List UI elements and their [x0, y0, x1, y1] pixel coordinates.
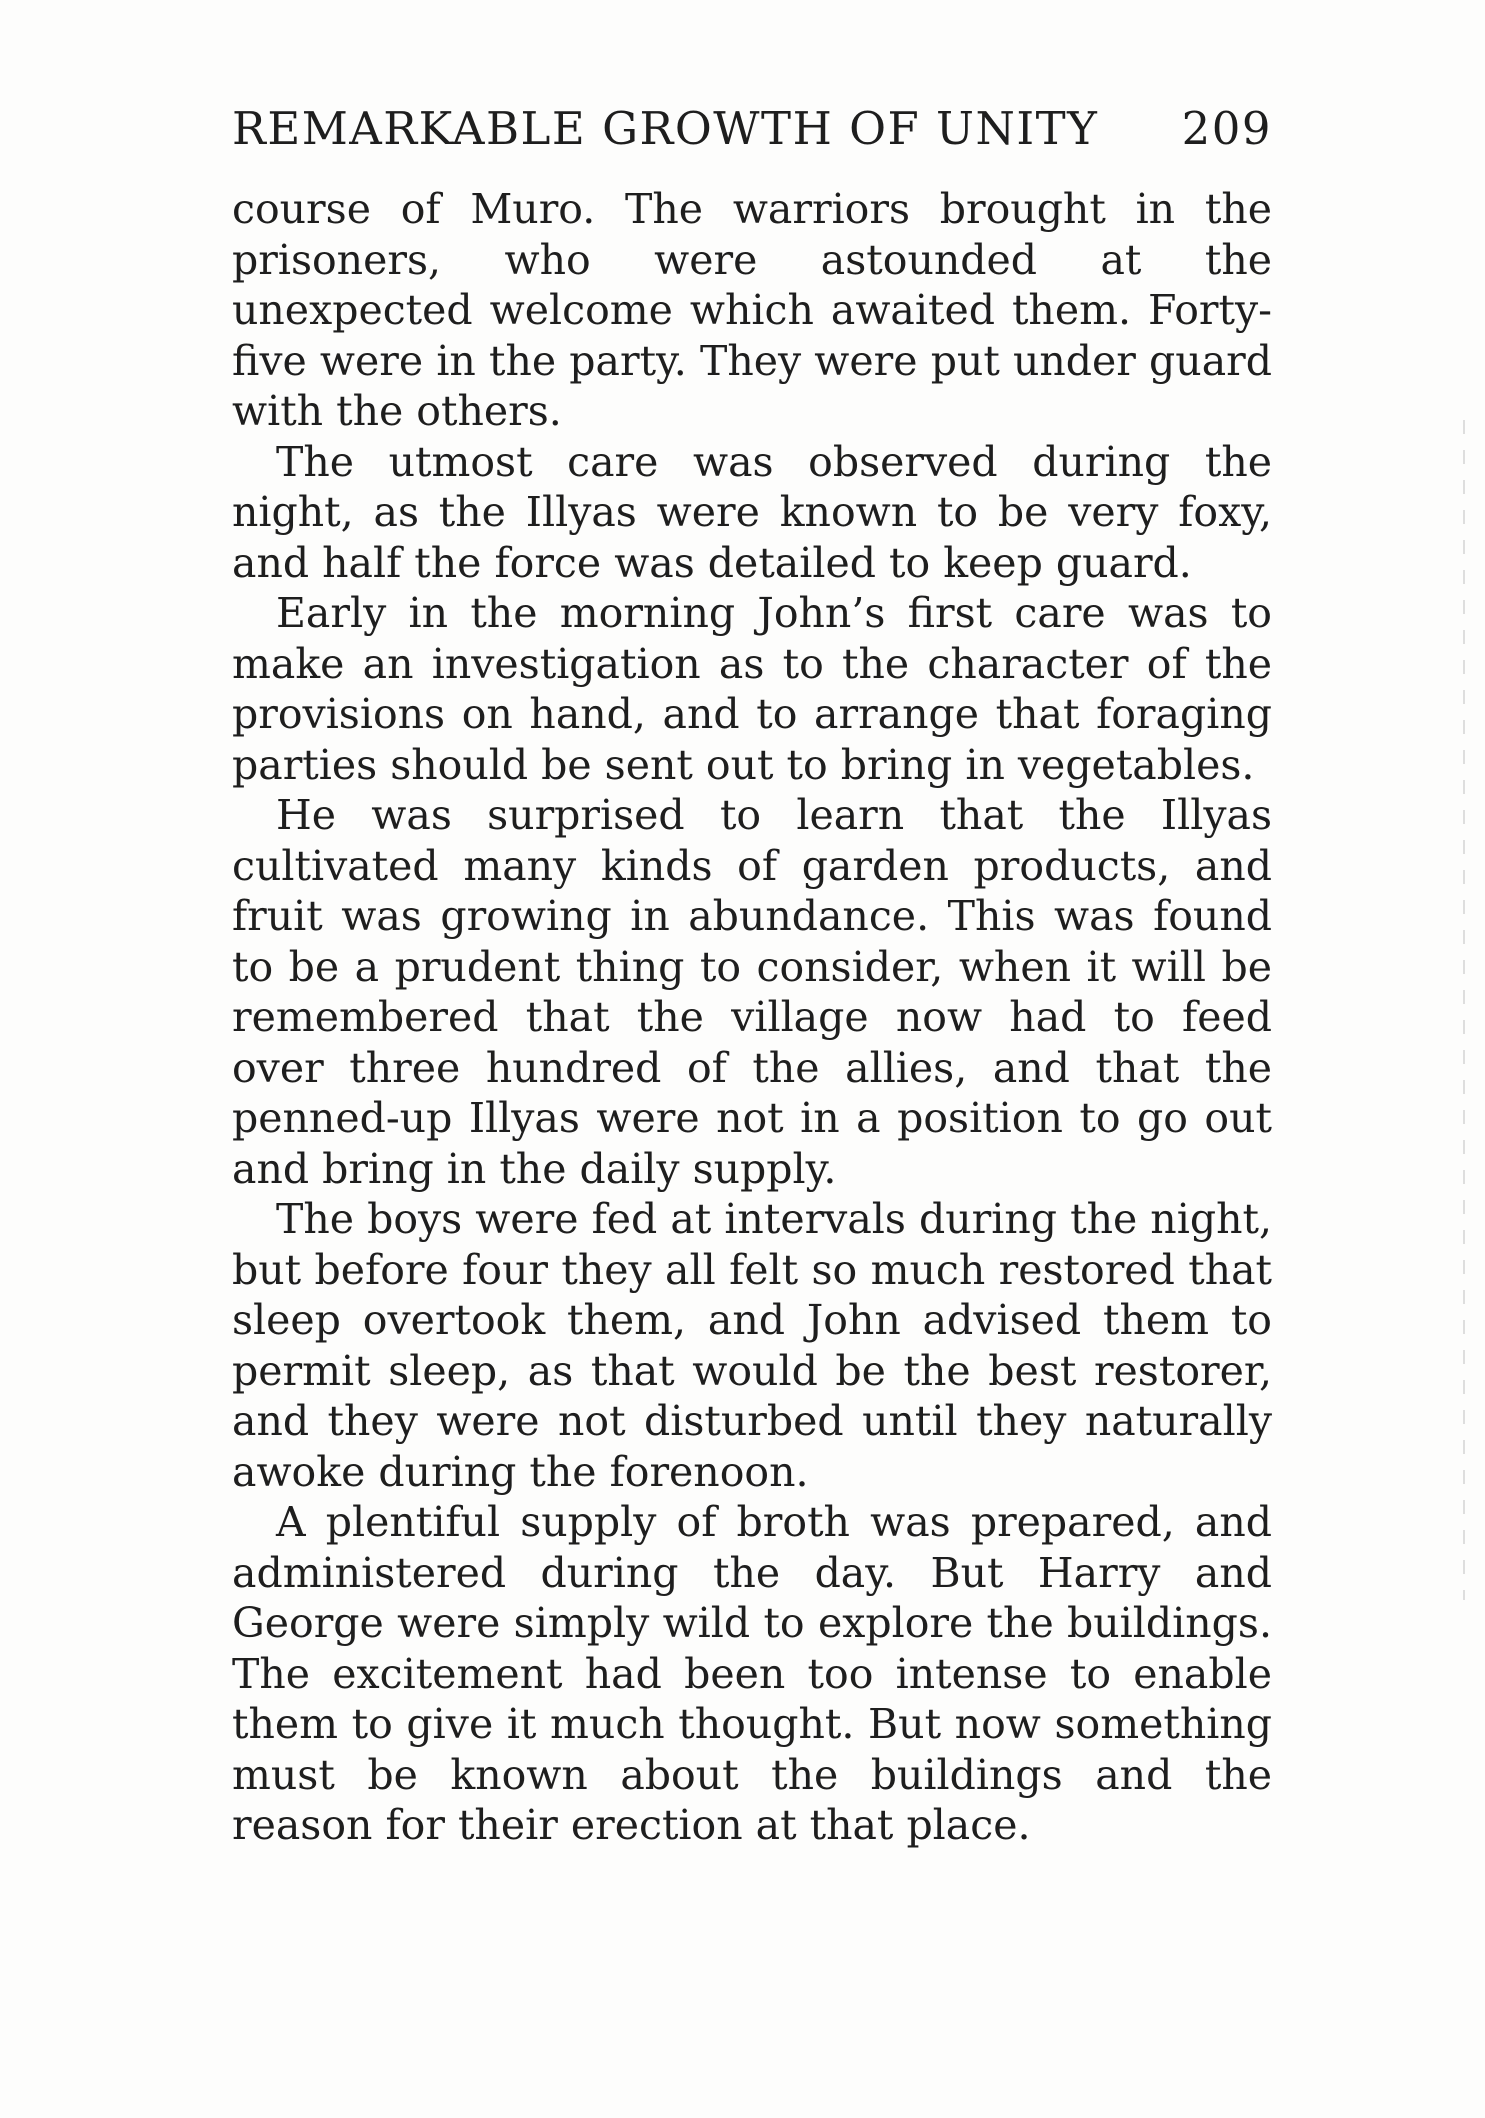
body-text — [232, 184, 1272, 1851]
paragraph: The utmost care was observed during the night, as the Illyas were known to be very foxy, and half the force was detailed to keep guard. — [232, 437, 1272, 587]
paragraph: Early in the morning John’s first care was to make an investigation as to the character of the provisions on hand, and to arrange that foraging parties should be sent out to bring in vegetables. — [232, 589, 1272, 789]
running-head: REMARKABLE GROWTH OF UNITY — [232, 102, 1099, 155]
page-header — [232, 102, 1272, 162]
scan-edge-artifact — [1463, 420, 1465, 1600]
paragraph-continued: course of Muro. The warriors brought in the prisoners, who were astounded at the unexpected welcome which awaited them. Forty-five were in the party. They were put under guard with the others. — [232, 185, 1272, 435]
paragraph: The boys were fed at intervals during the night, but before four they all felt so much restored that sleep overtook them, and John advised them to permit sleep, as that would be the best restorer, and they were not disturbed until they naturally awoke during the forenoon. — [232, 1195, 1272, 1496]
paragraph: He was surprised to learn that the Illyas cultivated many kinds of garden products, and fruit was growing in abundance. This was found to be a prudent thing to consider, when it will be remembered that the village now had to feed over three hundred of the allies, and that the penned-up Illyas were not in a position to go out and bring in the daily supply. — [232, 791, 1272, 1193]
page-number: 209 — [1181, 102, 1272, 155]
paragraph: A plentiful supply of broth was prepared, and administered during the day. But Harry and George were simply wild to explore the buildings. The excitement had been too intense to enable them to give it much thought. But now something must be known about the buildings and the reason for their erection at that place. — [232, 1498, 1272, 1849]
